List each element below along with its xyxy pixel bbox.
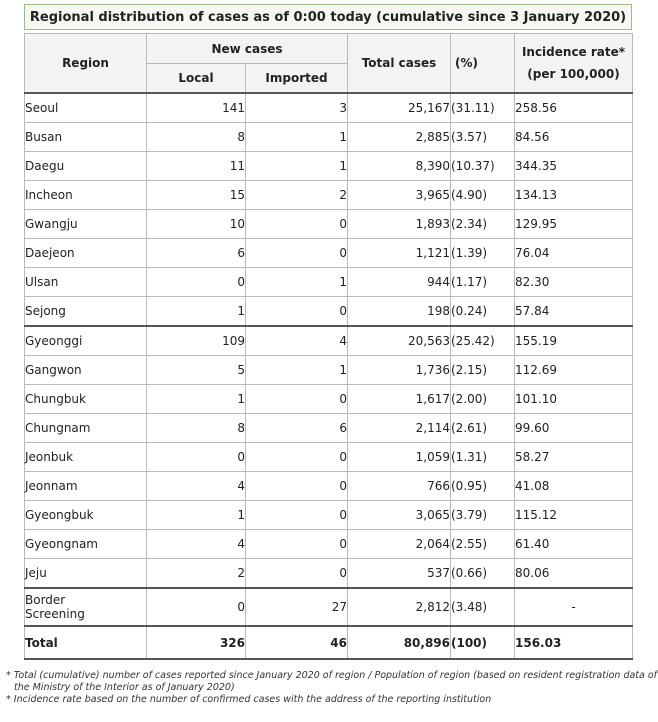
cell-imported: 27 bbox=[246, 588, 348, 626]
cell-local: 326 bbox=[147, 626, 246, 659]
cell-rate: 41.08 bbox=[515, 472, 633, 501]
table-row bbox=[25, 326, 633, 356]
cell-total: 1,121 bbox=[348, 239, 451, 268]
cell-percent: (1.39) bbox=[451, 239, 515, 268]
cell-local: 4 bbox=[147, 530, 246, 559]
cell-total: 8,390 bbox=[348, 152, 451, 181]
border-region-line2: Screening bbox=[25, 607, 85, 621]
cell-imported: 0 bbox=[246, 559, 348, 589]
cell-rate: 129.95 bbox=[515, 210, 633, 239]
cell-rate: 156.03 bbox=[515, 626, 633, 659]
header-imported: Imported bbox=[246, 64, 348, 94]
cell-local: 10 bbox=[147, 210, 246, 239]
table-row bbox=[25, 443, 633, 472]
header-percent: (%) bbox=[451, 34, 515, 94]
cell-region: Daegu bbox=[25, 152, 147, 181]
footnote: * Total (cumulative) number of cases reported since January 2020 of region / Population of region (based on resident registration data of the Ministry of the Interior as of January 2020) bbox=[6, 670, 658, 693]
header-incidence-line1: Incidence rate* bbox=[521, 45, 626, 59]
cell-percent: (0.95) bbox=[451, 472, 515, 501]
cell-total: 2,064 bbox=[348, 530, 451, 559]
cell-imported: 6 bbox=[246, 414, 348, 443]
cell-rate: 57.84 bbox=[515, 297, 633, 327]
footnote: * Incidence rate based on the number of confirmed cases with the address of the reporting institution bbox=[6, 694, 492, 705]
cell-region: Seoul bbox=[25, 93, 147, 123]
table-row bbox=[25, 210, 633, 239]
cell-percent: (2.34) bbox=[451, 210, 515, 239]
cell-rate: 134.13 bbox=[515, 181, 633, 210]
cell-region: Ulsan bbox=[25, 268, 147, 297]
cell-imported: 0 bbox=[246, 239, 348, 268]
cell-local: 8 bbox=[147, 414, 246, 443]
cell-imported: 0 bbox=[246, 443, 348, 472]
cell-imported: 46 bbox=[246, 626, 348, 659]
header-new-cases: New cases bbox=[147, 34, 348, 64]
cell-imported: 0 bbox=[246, 385, 348, 414]
table-row bbox=[25, 559, 633, 589]
cell-total: 537 bbox=[348, 559, 451, 589]
header-total-cases: Total cases bbox=[348, 34, 451, 94]
cell-local: 2 bbox=[147, 559, 246, 589]
cell-local: 15 bbox=[147, 181, 246, 210]
table-row bbox=[25, 123, 633, 152]
cell-total: 25,167 bbox=[348, 93, 451, 123]
cell-region: Sejong bbox=[25, 297, 147, 327]
table-row bbox=[25, 385, 633, 414]
cell-total: 2,812 bbox=[348, 588, 451, 626]
cell-imported: 1 bbox=[246, 152, 348, 181]
cell-region: Chungnam bbox=[25, 414, 147, 443]
cell-imported: 0 bbox=[246, 472, 348, 501]
cell-rate: 258.56 bbox=[515, 93, 633, 123]
table-row-border-screening bbox=[25, 588, 633, 626]
header-incidence-rate bbox=[515, 34, 633, 94]
cell-local: 1 bbox=[147, 385, 246, 414]
cell-imported: 1 bbox=[246, 123, 348, 152]
cell-total: 3,065 bbox=[348, 501, 451, 530]
cell-percent: (31.11) bbox=[451, 93, 515, 123]
cell-percent: (100) bbox=[451, 626, 515, 659]
cell-rate: 58.27 bbox=[515, 443, 633, 472]
cell-region: Gangwon bbox=[25, 356, 147, 385]
cell-percent: (3.48) bbox=[451, 588, 515, 626]
cell-local: 1 bbox=[147, 501, 246, 530]
cell-rate: 61.40 bbox=[515, 530, 633, 559]
cell-local: 0 bbox=[147, 588, 246, 626]
cell-region: Jeonbuk bbox=[25, 443, 147, 472]
cell-local: 0 bbox=[147, 268, 246, 297]
cell-local: 4 bbox=[147, 472, 246, 501]
cell-total: 1,736 bbox=[348, 356, 451, 385]
table-row bbox=[25, 152, 633, 181]
cell-region bbox=[25, 588, 147, 626]
cell-imported: 2 bbox=[246, 181, 348, 210]
table-row bbox=[25, 356, 633, 385]
cell-percent: (1.17) bbox=[451, 268, 515, 297]
cell-imported: 1 bbox=[246, 268, 348, 297]
cell-rate: 80.06 bbox=[515, 559, 633, 589]
cell-percent: (2.15) bbox=[451, 356, 515, 385]
cell-total: 766 bbox=[348, 472, 451, 501]
table-row bbox=[25, 93, 633, 123]
cell-region: Jeonnam bbox=[25, 472, 147, 501]
cell-total: 3,965 bbox=[348, 181, 451, 210]
cell-imported: 0 bbox=[246, 297, 348, 327]
cell-imported: 0 bbox=[246, 530, 348, 559]
table-row bbox=[25, 501, 633, 530]
cell-local: 1 bbox=[147, 297, 246, 327]
cell-total: 20,563 bbox=[348, 326, 451, 356]
cell-rate: 344.35 bbox=[515, 152, 633, 181]
table-row bbox=[25, 414, 633, 443]
cell-local: 11 bbox=[147, 152, 246, 181]
cell-local: 5 bbox=[147, 356, 246, 385]
cell-imported: 0 bbox=[246, 501, 348, 530]
cell-region: Gyeonggi bbox=[25, 326, 147, 356]
table-row bbox=[25, 297, 633, 327]
cell-percent: (1.31) bbox=[451, 443, 515, 472]
table-row-total bbox=[25, 626, 633, 659]
table-row bbox=[25, 181, 633, 210]
cell-percent: (3.57) bbox=[451, 123, 515, 152]
header-local: Local bbox=[147, 64, 246, 94]
cell-region: Gyeongbuk bbox=[25, 501, 147, 530]
header-region: Region bbox=[25, 34, 147, 94]
cell-rate: - bbox=[515, 588, 633, 626]
cell-region: Daejeon bbox=[25, 239, 147, 268]
cell-total: 1,617 bbox=[348, 385, 451, 414]
footnotes bbox=[0, 670, 658, 706]
cell-local: 109 bbox=[147, 326, 246, 356]
cell-rate: 99.60 bbox=[515, 414, 633, 443]
regional-cases-table bbox=[24, 33, 633, 660]
cell-rate: 84.56 bbox=[515, 123, 633, 152]
cell-rate: 155.19 bbox=[515, 326, 633, 356]
table-title: Regional distribution of cases as of 0:00 today (cumulative since 3 January 2020) bbox=[24, 4, 632, 30]
cell-local: 8 bbox=[147, 123, 246, 152]
table-row bbox=[25, 239, 633, 268]
cell-region: Jeju bbox=[25, 559, 147, 589]
cell-region: Chungbuk bbox=[25, 385, 147, 414]
cell-region: Busan bbox=[25, 123, 147, 152]
cell-imported: 1 bbox=[246, 356, 348, 385]
cell-local: 0 bbox=[147, 443, 246, 472]
header-incidence-line2: (per 100,000) bbox=[527, 67, 620, 81]
cell-local: 6 bbox=[147, 239, 246, 268]
table-row bbox=[25, 530, 633, 559]
cell-total: 80,896 bbox=[348, 626, 451, 659]
cell-total: 1,893 bbox=[348, 210, 451, 239]
cell-imported: 0 bbox=[246, 210, 348, 239]
cell-local: 141 bbox=[147, 93, 246, 123]
cell-percent: (0.66) bbox=[451, 559, 515, 589]
border-region-line1: Border bbox=[25, 593, 66, 607]
cell-region: Total bbox=[25, 626, 147, 659]
table-row bbox=[25, 268, 633, 297]
table-body bbox=[25, 93, 633, 659]
cell-percent: (2.61) bbox=[451, 414, 515, 443]
cell-rate: 112.69 bbox=[515, 356, 633, 385]
cell-percent: (2.55) bbox=[451, 530, 515, 559]
cell-percent: (2.00) bbox=[451, 385, 515, 414]
cell-region: Gwangju bbox=[25, 210, 147, 239]
cell-percent: (25.42) bbox=[451, 326, 515, 356]
cell-percent: (0.24) bbox=[451, 297, 515, 327]
cell-rate: 76.04 bbox=[515, 239, 633, 268]
cell-percent: (4.90) bbox=[451, 181, 515, 210]
cell-rate: 82.30 bbox=[515, 268, 633, 297]
cell-rate: 101.10 bbox=[515, 385, 633, 414]
cell-total: 2,885 bbox=[348, 123, 451, 152]
cell-total: 198 bbox=[348, 297, 451, 327]
cell-total: 944 bbox=[348, 268, 451, 297]
cell-region: Incheon bbox=[25, 181, 147, 210]
cell-imported: 3 bbox=[246, 93, 348, 123]
cell-percent: (3.79) bbox=[451, 501, 515, 530]
cell-region: Gyeongnam bbox=[25, 530, 147, 559]
cell-percent: (10.37) bbox=[451, 152, 515, 181]
cell-total: 1,059 bbox=[348, 443, 451, 472]
table-row bbox=[25, 472, 633, 501]
cell-rate: 115.12 bbox=[515, 501, 633, 530]
cell-imported: 4 bbox=[246, 326, 348, 356]
cell-total: 2,114 bbox=[348, 414, 451, 443]
